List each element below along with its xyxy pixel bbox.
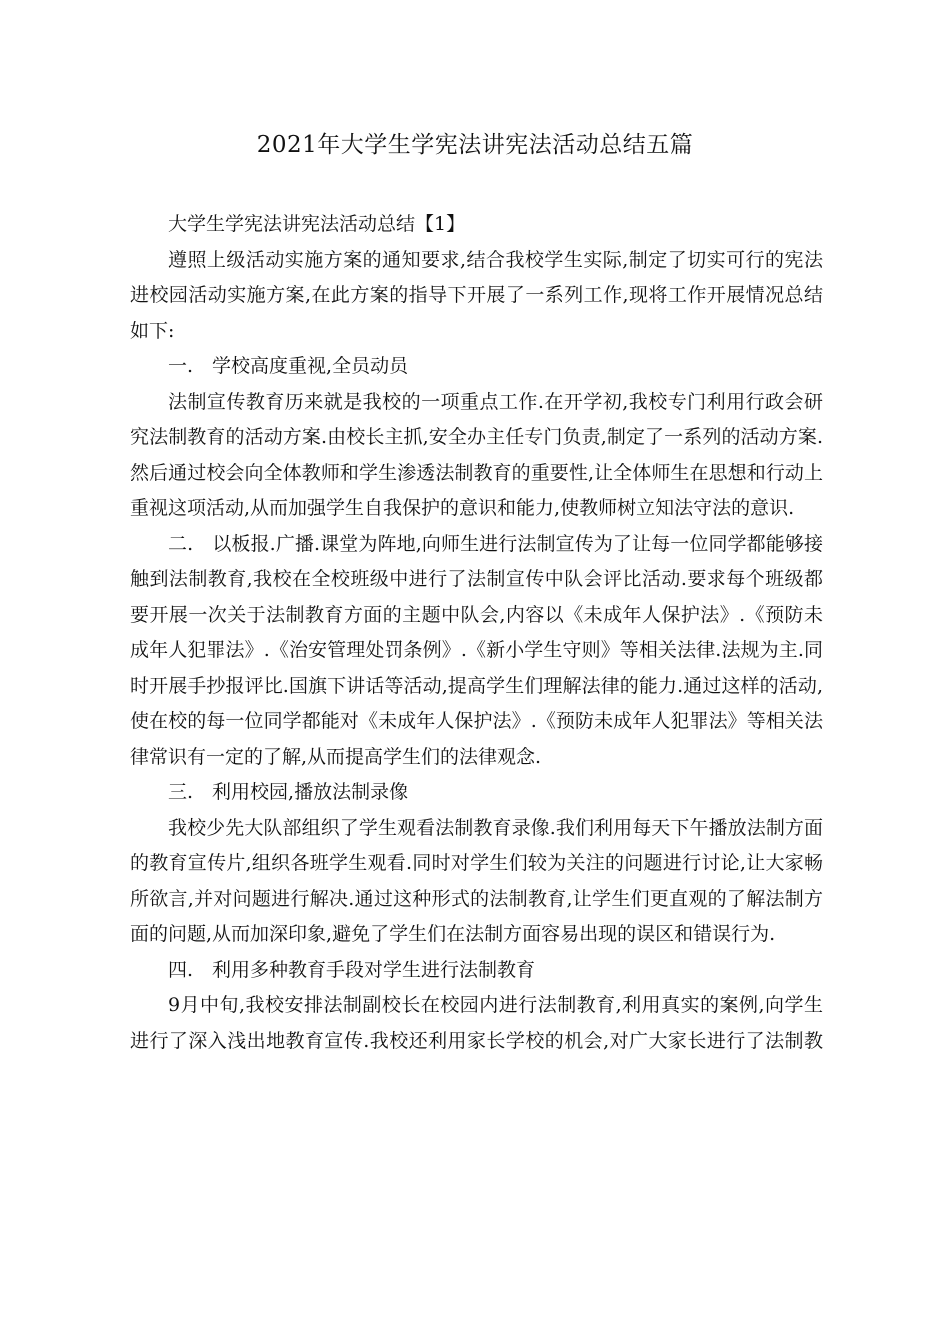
section-subtitle: 大学生学宪法讲宪法活动总结【1】 (168, 213, 466, 235)
section-heading-1: 一. 学校高度重视,全员动员 (168, 355, 409, 377)
paragraph-section-3: 我校少先大队部组织了学生观看法制教育录像.我们利用每天下午播放法制方面的教育宣传片,组织各班学生观看.同时对学生们较为关注的问题进行讨论,让大家畅所欲言,并对问题进行解决.通过这种形式的法制教育,让学生们更直观的了解法制方面的问题,从而加深印象,避免了学生们在法制方面容易出现的误区和错误行为. (130, 816, 823, 945)
paragraph-section-2: 二. 以板报.广播.课堂为阵地,向师生进行法制宣传为了让每一位同学都能够接触到法制教育,我校在全校班级中进行了法制宣传中队会评比活动.要求每个班级都要开展一次关于法制教育方面的主题中队会,内容以《未成年人保护法》.《预防未成年人犯罪法》.《治安管理处罚条例》.《新小学生守则》等相关法律.法规为主.同时开展手抄报评比.国旗下讲话等活动,提高学生们理解法律的能力.通过这样的活动,使在校的每一位同学都能对《未成年人保护法》.《预防未成年人犯罪法》等相关法律常识有一定的了解,从而提高学生们的法律观念. (130, 532, 823, 768)
paragraph-section-4: 9月中旬,我校安排法制副校长在校园内进行法制教育,利用真实的案例,向学生进行了深入浅出地教育宣传.我校还利用家长学校的机会,对广大家长进行了法制教 (130, 994, 823, 1052)
paragraph-section-1: 法制宣传教育历来就是我校的一项重点工作.在开学初,我校专门利用行政会研究法制教育的活动方案.由校长主抓,安全办主任专门负责,制定了一系列的活动方案.然后通过校会向全体教师和学生渗透法制教育的重要性,让全体师生在思想和行动上重视这项活动,从而加强学生自我保护的意识和能力,使教师树立知法守法的意识. (130, 390, 823, 519)
section-heading-4: 四. 利用多种教育手段对学生进行法制教育 (168, 958, 536, 981)
document-body (130, 207, 823, 1059)
paragraph-intro: 遵照上级活动实施方案的通知要求,结合我校学生实际,制定了切实可行的宪法进校园活动实施方案,在此方案的指导下开展了一系列工作,现将工作开展情况总结如下: (130, 248, 823, 342)
document-title: 2021年大学生学宪法讲宪法活动总结五篇 (256, 132, 694, 158)
section-heading-3: 三. 利用校园,播放法制录像 (168, 781, 409, 803)
